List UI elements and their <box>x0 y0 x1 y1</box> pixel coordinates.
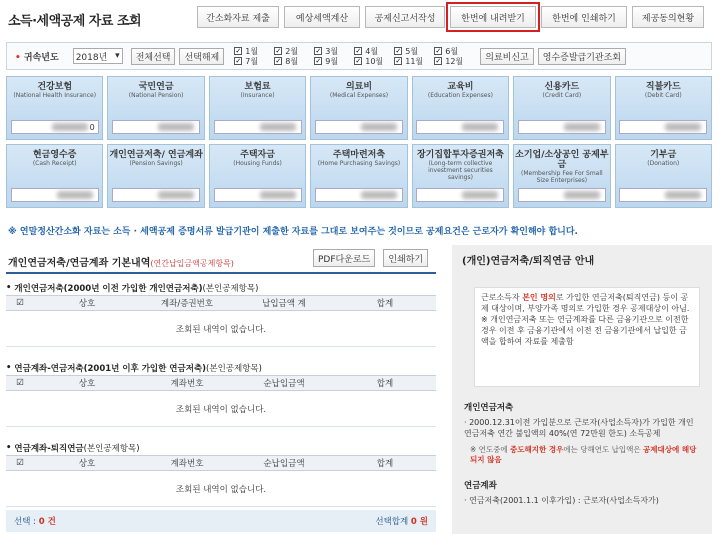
category-english-name: (Long-term collective investment securities savings) <box>428 160 493 181</box>
category-amount <box>112 188 200 202</box>
category-amount <box>518 188 606 202</box>
category-cell[interactable] <box>6 76 103 140</box>
section-pension-savings <box>6 361 436 427</box>
category-name: 현금영수증 <box>32 150 77 160</box>
category-name: 보험료 <box>244 82 271 92</box>
estimated-tax-button[interactable]: 예상세액계산 <box>284 6 360 28</box>
category-cell[interactable] <box>209 144 306 208</box>
category-amount <box>11 188 99 202</box>
deselect-button[interactable]: 선택해제 <box>179 48 224 65</box>
blurred-amount <box>260 123 296 131</box>
blurred-amount <box>260 191 296 199</box>
category-amount <box>518 120 606 134</box>
category-name: 소기업/소상공인 공제부금 <box>515 150 609 170</box>
category-amount <box>315 120 403 134</box>
category-name: 의료비 <box>345 82 373 92</box>
category-name: 직불카드 <box>645 82 681 92</box>
category-amount <box>416 188 504 202</box>
category-english-name: (Insurance) <box>240 92 275 99</box>
month-8[interactable]: ✓ 8월 <box>275 56 299 66</box>
category-amount <box>416 120 504 134</box>
info-panel <box>452 245 712 534</box>
checkbox-icon[interactable]: ☑ <box>16 298 24 308</box>
blurred-amount <box>52 123 88 131</box>
category-name: 주택자금 <box>240 150 275 160</box>
col-header: 상호 <box>78 379 96 389</box>
category-cell[interactable] <box>310 76 407 140</box>
page-title: 소득·세액공제 자료 조회 <box>8 14 142 29</box>
month-12[interactable]: ✓ 12월 <box>435 56 464 66</box>
col-header: 납입금액 계 <box>262 299 306 309</box>
year-value: 2018년 <box>75 52 108 63</box>
notice-text: ※ 연말정산간소화 자료는 소득 · 세액공제 증명서류 발급기관이 제출한 자료를 그대로 보여주는 것이므로 공제요건은 근로자가 확인해야 합니다. <box>8 227 578 237</box>
blurred-amount <box>564 123 600 131</box>
checkbox-icon[interactable]: ☑ <box>16 458 24 468</box>
info-box: 근로소득자 본인 명의로 가입한 연금저축(퇴직연금) 등이 공제 대상이며, 부양가족 명의로 가입한 경우 공제대상이 아님. ※ 개인연금저축 또는 연금계좌를 다른 금융기관으로 이전한 경우 이전 후 금융기관에서 이전 전 금융기관에서 납입한 금액을 합하여 자료를 제출함 <box>474 287 700 387</box>
checkbox-icon: ✓ <box>355 47 362 55</box>
info-panel-title: (개인)연금저축/퇴직연금 안내 <box>462 255 595 267</box>
month-9[interactable]: ✓ 9월 <box>315 56 339 66</box>
submit-simplified-data-button[interactable]: 간소화자료 제출 <box>197 6 279 28</box>
category-english-name: (Housing Funds) <box>233 160 282 167</box>
checkbox-icon: ✓ <box>395 47 402 55</box>
table-header <box>6 375 436 391</box>
col-header: 순납입금액 <box>263 459 305 469</box>
category-cell[interactable] <box>107 144 204 208</box>
month-6[interactable]: ✓ 6월 <box>435 46 459 56</box>
category-cell[interactable] <box>310 144 407 208</box>
category-english-name: (Home Purchasing Savings) <box>317 160 401 167</box>
checkbox-icon: ✓ <box>355 57 362 65</box>
category-english-name: (Membership Fee For Small Size Enterprises) <box>521 170 603 184</box>
category-cell[interactable] <box>107 76 204 140</box>
section-personal-pension <box>6 281 436 347</box>
col-header: 합계 <box>376 459 394 469</box>
blurred-amount <box>462 191 498 199</box>
table-header <box>6 455 436 471</box>
blurred-amount <box>665 191 701 199</box>
category-english-name: (Credit Card) <box>542 92 582 99</box>
selected-count: 선택 : 0 건 <box>14 517 56 527</box>
category-name: 주택마련저축 <box>332 150 386 160</box>
blurred-amount <box>158 191 194 199</box>
category-grid <box>6 76 712 208</box>
category-cell[interactable] <box>6 144 103 208</box>
col-header: 상호 <box>78 459 96 469</box>
divider <box>6 272 436 274</box>
year-label: • 귀속년도 <box>15 52 59 63</box>
category-amount <box>315 188 403 202</box>
category-cell[interactable] <box>513 144 610 208</box>
info-note: ※ 연도중에 중도해지한 경우에는 당해연도 납입액은 공제대상에 해당되지 않음 <box>470 445 697 464</box>
info-heading: 개인연금저축 <box>464 403 514 413</box>
selection-footer <box>6 510 436 532</box>
category-amount <box>214 120 302 134</box>
col-header: 계좌번호 <box>170 459 204 469</box>
checkbox-icon: ✓ <box>315 57 322 65</box>
category-amount <box>214 188 302 202</box>
empty-message: 조회된 내역이 없습니다. <box>6 391 436 427</box>
blurred-amount <box>158 123 194 131</box>
category-cell[interactable] <box>615 144 712 208</box>
month-checkboxes <box>234 46 474 66</box>
category-name: 건강보험 <box>37 82 73 92</box>
checkbox-icon: ✓ <box>395 57 402 65</box>
month-11[interactable]: ✓ 11월 <box>395 56 424 66</box>
empty-message: 조회된 내역이 없습니다. <box>6 471 436 507</box>
info-heading: 연금계좌 <box>464 481 497 491</box>
category-english-name: (Cash Receipt) <box>32 160 77 167</box>
category-name: 개인연금저축/ 연금계좌 <box>109 150 203 160</box>
checkbox-icon: ✓ <box>275 57 282 65</box>
month-3[interactable]: ✓ 3월 <box>315 46 339 56</box>
category-cell[interactable] <box>615 76 712 140</box>
category-name: 장기집합투자증권저축 <box>416 150 504 160</box>
category-amount <box>11 120 99 134</box>
checkbox-icon: ✓ <box>435 57 442 65</box>
year-select[interactable] <box>73 48 123 64</box>
category-english-name: (Donation) <box>647 160 680 167</box>
category-name: 교육비 <box>447 82 474 92</box>
category-cell[interactable] <box>513 76 610 140</box>
blurred-amount <box>361 191 397 199</box>
category-amount <box>619 188 707 202</box>
category-english-name: (Pension Savings) <box>129 160 183 167</box>
section-title: • 연금계좌-퇴직연금 (본인공제항목) <box>6 443 140 454</box>
print-all-button[interactable]: 한번에 인쇄하기 <box>541 6 627 28</box>
top-toolbar <box>197 6 704 28</box>
checkbox-icon[interactable]: ☑ <box>16 378 24 388</box>
col-header: 합계 <box>376 299 394 309</box>
category-english-name: (Education Expenses) <box>427 92 493 99</box>
table-header <box>6 295 436 311</box>
checkbox-icon: ✓ <box>235 57 242 65</box>
blurred-amount <box>361 123 397 131</box>
col-header: 계좌/증권번호 <box>160 299 214 309</box>
col-header: 합계 <box>376 379 394 389</box>
section-title: • 개인연금저축(2000년 이전 가입한 개인연금저축) (본인공제항목) <box>6 283 259 294</box>
checkbox-icon: ✓ <box>235 47 242 55</box>
checkbox-icon: ✓ <box>435 47 442 55</box>
section-title: • 연금계좌-연금저축(2001년 이후 가입한 연금저축) (본인공제항목) <box>6 363 262 374</box>
col-header: 순납입금액 <box>263 379 305 389</box>
receipt-agency-lookup-button[interactable]: 영수증발급기관조회 <box>538 48 626 65</box>
category-english-name: (Debit Card) <box>644 92 682 99</box>
col-header: 계좌번호 <box>170 379 204 389</box>
month-7[interactable]: ✓ 7월 <box>235 56 259 66</box>
info-item: · 연금저축(2001.1.1 이후가입) : 근로자(사업소득자가) <box>464 496 659 505</box>
category-cell[interactable] <box>412 144 509 208</box>
col-header: 상호 <box>78 299 96 309</box>
category-cell[interactable] <box>209 76 306 140</box>
year-filter-row <box>6 42 712 70</box>
print-button[interactable]: 인쇄하기 <box>383 249 428 267</box>
blurred-amount <box>57 191 93 199</box>
amount-suffix: 0 <box>89 122 95 132</box>
checkbox-icon: ✓ <box>315 47 322 55</box>
empty-message: 조회된 내역이 없습니다. <box>6 311 436 347</box>
category-amount <box>112 120 200 134</box>
month-5[interactable]: ✓ 5월 <box>395 46 419 56</box>
deduction-report-button[interactable]: 공제신고서작성 <box>365 6 445 28</box>
category-english-name: (National Health Insurance) <box>13 92 97 99</box>
blurred-amount <box>665 123 701 131</box>
month-1[interactable]: ✓ 1월 <box>235 46 259 56</box>
consent-status-button[interactable]: 제공동의현황 <box>632 6 704 28</box>
select-all-button[interactable]: 전체선택 <box>131 48 176 65</box>
checkbox-icon: ✓ <box>275 47 282 55</box>
selected-total: 선택합계 0 원 <box>375 517 428 527</box>
pdf-download-button[interactable]: PDF다운로드 <box>313 249 375 267</box>
medical-report-button[interactable]: 의료비신고 <box>480 48 533 65</box>
blurred-amount <box>564 191 600 199</box>
category-english-name: (National Pension) <box>128 92 184 99</box>
category-name: 국민연금 <box>138 82 174 92</box>
download-all-button[interactable]: 한번에 내려받기 <box>450 6 536 28</box>
category-amount <box>619 120 707 134</box>
category-name: 기부금 <box>650 150 677 160</box>
left-panel-title: 개인연금저축/연금계좌 기본내역(연간납입금액공제항목) <box>8 258 234 269</box>
month-2[interactable]: ✓ 2월 <box>275 46 299 56</box>
category-english-name: (Medical Expenses) <box>329 92 389 99</box>
month-4[interactable]: ✓ 4월 <box>355 46 379 56</box>
month-10[interactable]: ✓ 10월 <box>355 56 384 66</box>
blurred-amount <box>462 123 498 131</box>
chevron-down-icon: ▾ <box>115 51 120 61</box>
category-cell[interactable] <box>412 76 509 140</box>
info-item: · 2000.12.31이전 가입분으로 근로자(사업소득자)가 가입한 개인연금저축 연간 불입액의 40%(연 72만원 한도) 소득공제 <box>464 418 694 438</box>
left-panel-buttons <box>313 249 432 267</box>
section-retirement-pension <box>6 441 436 507</box>
category-name: 신용카드 <box>544 82 580 92</box>
